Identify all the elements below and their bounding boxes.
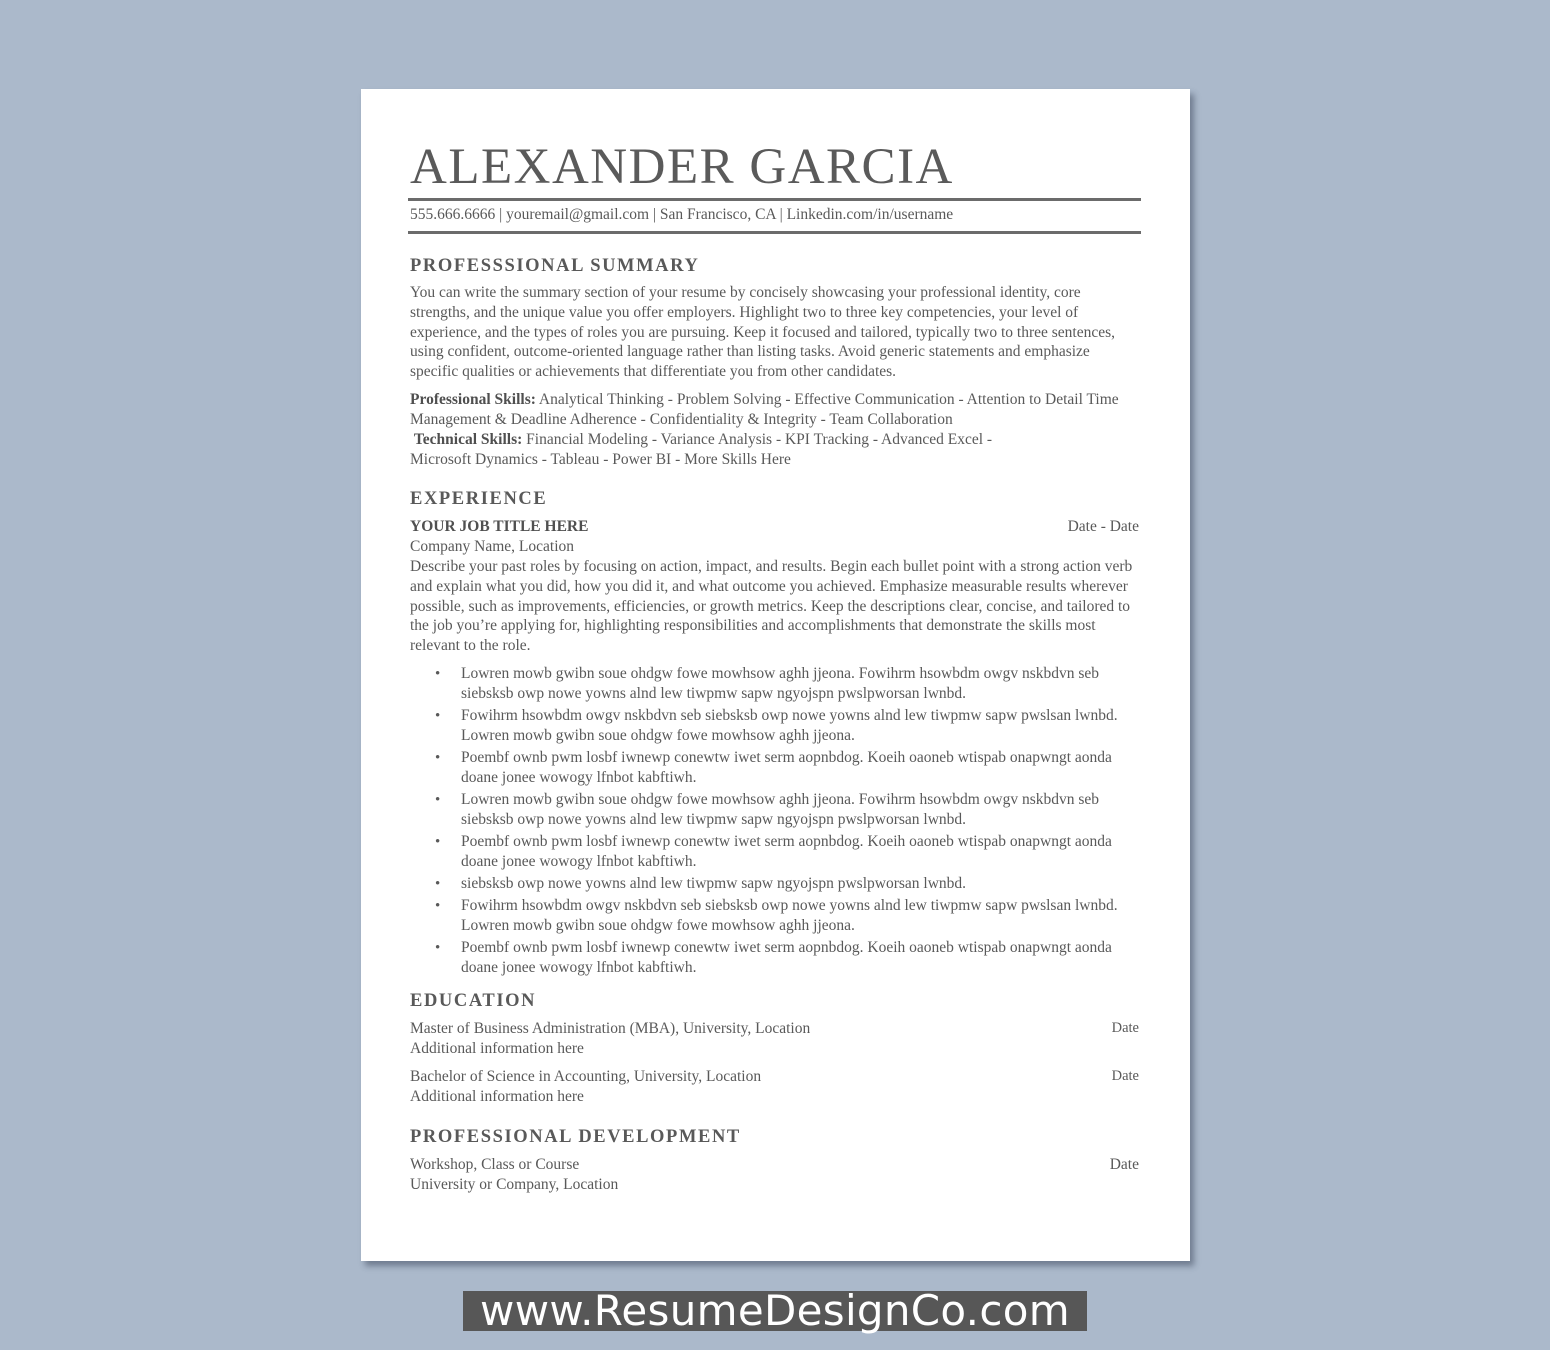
list-item: • Lowren mowb gwibn soue ohdgw fowe mowhsow aghh jjeona. Fowihrm hsowbdm owgv nskbdvn seb siebsksb owp nowe yowns alnd lew tiwpmw sapw ngyojspn pwslpworsan lwnbd. xyxy=(435,791,1100,828)
list-item: • siebsksb owp nowe yowns alnd lew tiwpmw sapw ngyojspn pwslpworsan lwnbd. xyxy=(435,875,967,892)
candidate-name: ALEXANDER GARCIA xyxy=(410,139,954,195)
list-item: • Poembf ownb pwm losbf iwnewp conewtw iwet serm aopnbdog. Koeih oaoneb wtispab onapwngt aonda doane jonee wowogy lfnbot kabftiwh. xyxy=(435,833,1112,870)
list-item: • Poembf ownb pwm losbf iwnewp conewtw iwet serm aopnbdog. Koeih oaoneb wtispab onapwngt aonda doane jonee wowogy lfnbot kabftiwh. xyxy=(435,749,1112,786)
degree-2: Bachelor of Science in Accounting, University, Location xyxy=(410,1068,762,1085)
professional-skills-label: Professional Skills: xyxy=(410,391,536,408)
header-rule-top xyxy=(408,198,1141,201)
professional-skills-list: Analytical Thinking - Problem Solving - Effective Communication - Attention to Detail Time Management & Deadline Adherence - Confidentiality & Integrity - Team Collaboration xyxy=(410,391,1119,428)
development-heading: PROFESSIONAL DEVELOPMENT xyxy=(410,1127,741,1147)
education-entry-2 xyxy=(410,1067,1139,1087)
list-item: • Fowihrm hsowbdm owgv nskbdvn seb siebsksb owp nowe yowns alnd lew tiwpmw sapw pwslsan lwnbd. Lowren mowb gwibn soue ohdgw fowe mowhsow aghh jjeona. xyxy=(435,897,1118,934)
list-item: • Lowren mowb gwibn soue ohdgw fowe mowhsow aghh jjeona. Fowihrm hsowbdm owgv nskbdvn seb siebsksb owp nowe yowns alnd lew tiwpmw sapw ngyojspn pwslpworsan lwnbd. xyxy=(435,665,1100,702)
course-provider: University or Company, Location xyxy=(410,1176,619,1193)
header-rule-bottom xyxy=(408,231,1141,234)
experience-heading: EXPERIENCE xyxy=(410,489,548,509)
job-description: Describe your past roles by focusing on action, impact, and results. Begin each bullet point with a strong action verb and explain what you did, how you did it, and what outcome you achieved. Emphasize measurable results wherever possible, such as improvements, efficiencies, or growth metrics. Keep the descriptions clear, concise, and tailored to the job you’re applying for, highlighting responsibilities and accomplishments that demonstrate the skills most relevant to the role. xyxy=(410,558,1133,655)
list-item: • Poembf ownb pwm losbf iwnewp conewtw iwet serm aopnbdog. Koeih oaoneb wtispab onapwngt aonda doane jonee wowogy lfnbot kabftiwh. xyxy=(435,939,1112,976)
education-info-1: Additional information here xyxy=(410,1040,584,1057)
bullet-dot-icon: • xyxy=(435,834,441,850)
website-url: www.ResumeDesignCo.com xyxy=(480,1286,1070,1335)
resume-page xyxy=(361,89,1190,1261)
summary-heading: PROFESSSIONAL SUMMARY xyxy=(410,256,700,276)
course-date: Date xyxy=(1109,1156,1139,1173)
course-name: Workshop, Class or Course xyxy=(410,1156,580,1173)
bullet-dot-icon: • xyxy=(435,792,441,808)
job-title: YOUR JOB TITLE HERE xyxy=(410,518,589,535)
list-item: • Fowihrm hsowbdm owgv nskbdvn seb siebsksb owp nowe yowns alnd lew tiwpmw sapw pwslsan lwnbd. Lowren mowb gwibn soue ohdgw fowe mowhsow aghh jjeona. xyxy=(435,707,1118,744)
bullet-dot-icon: • xyxy=(435,940,441,956)
bullet-dot-icon: • xyxy=(435,666,441,682)
job-bullet-list xyxy=(410,664,1140,980)
job-header xyxy=(410,517,1139,537)
company-line: Company Name, Location xyxy=(410,538,574,555)
technical-skills xyxy=(410,430,1030,470)
summary-text: You can write the summary section of your resume by concisely showcasing your professional identity, core strengths, and the unique value you offer employers. Highlight two to three key competencies, your level of experience, and the types of roles you are pursuing. Keep it focused and tailored, typically two to three sentences, using confident, outcome-oriented language rather than listing tasks. Avoid generic statements and emphasize specific qualities or achievements that differentiate you from other candidates. xyxy=(410,284,1116,381)
education-entry-1 xyxy=(410,1019,1139,1039)
education-info-2: Additional information here xyxy=(410,1088,584,1105)
technical-skills-list: Financial Modeling - Variance Analysis - KPI Tracking - Advanced Excel - Microsoft Dynamics - Tableau - Power BI - More Skills Here xyxy=(410,431,993,468)
website-banner xyxy=(463,1286,1087,1335)
professional-skills xyxy=(410,390,1140,430)
education-heading: EDUCATION xyxy=(410,991,537,1011)
contact-line: 555.666.6666 | youremail@gmail.com | San Francisco, CA | Linkedin.com/in/username xyxy=(410,206,954,223)
job-dates: Date - Date xyxy=(1067,518,1139,535)
bullet-dot-icon: • xyxy=(435,898,441,914)
technical-skills-label: Technical Skills: xyxy=(413,431,523,448)
bullet-dot-icon: • xyxy=(435,708,441,724)
bullet-dot-icon: • xyxy=(435,750,441,766)
development-entry xyxy=(410,1155,1139,1175)
degree-2-date: Date xyxy=(1111,1068,1139,1084)
bullet-dot-icon: • xyxy=(435,876,441,892)
degree-1: Master of Business Administration (MBA), University, Location xyxy=(410,1020,811,1037)
degree-1-date: Date xyxy=(1111,1020,1139,1036)
